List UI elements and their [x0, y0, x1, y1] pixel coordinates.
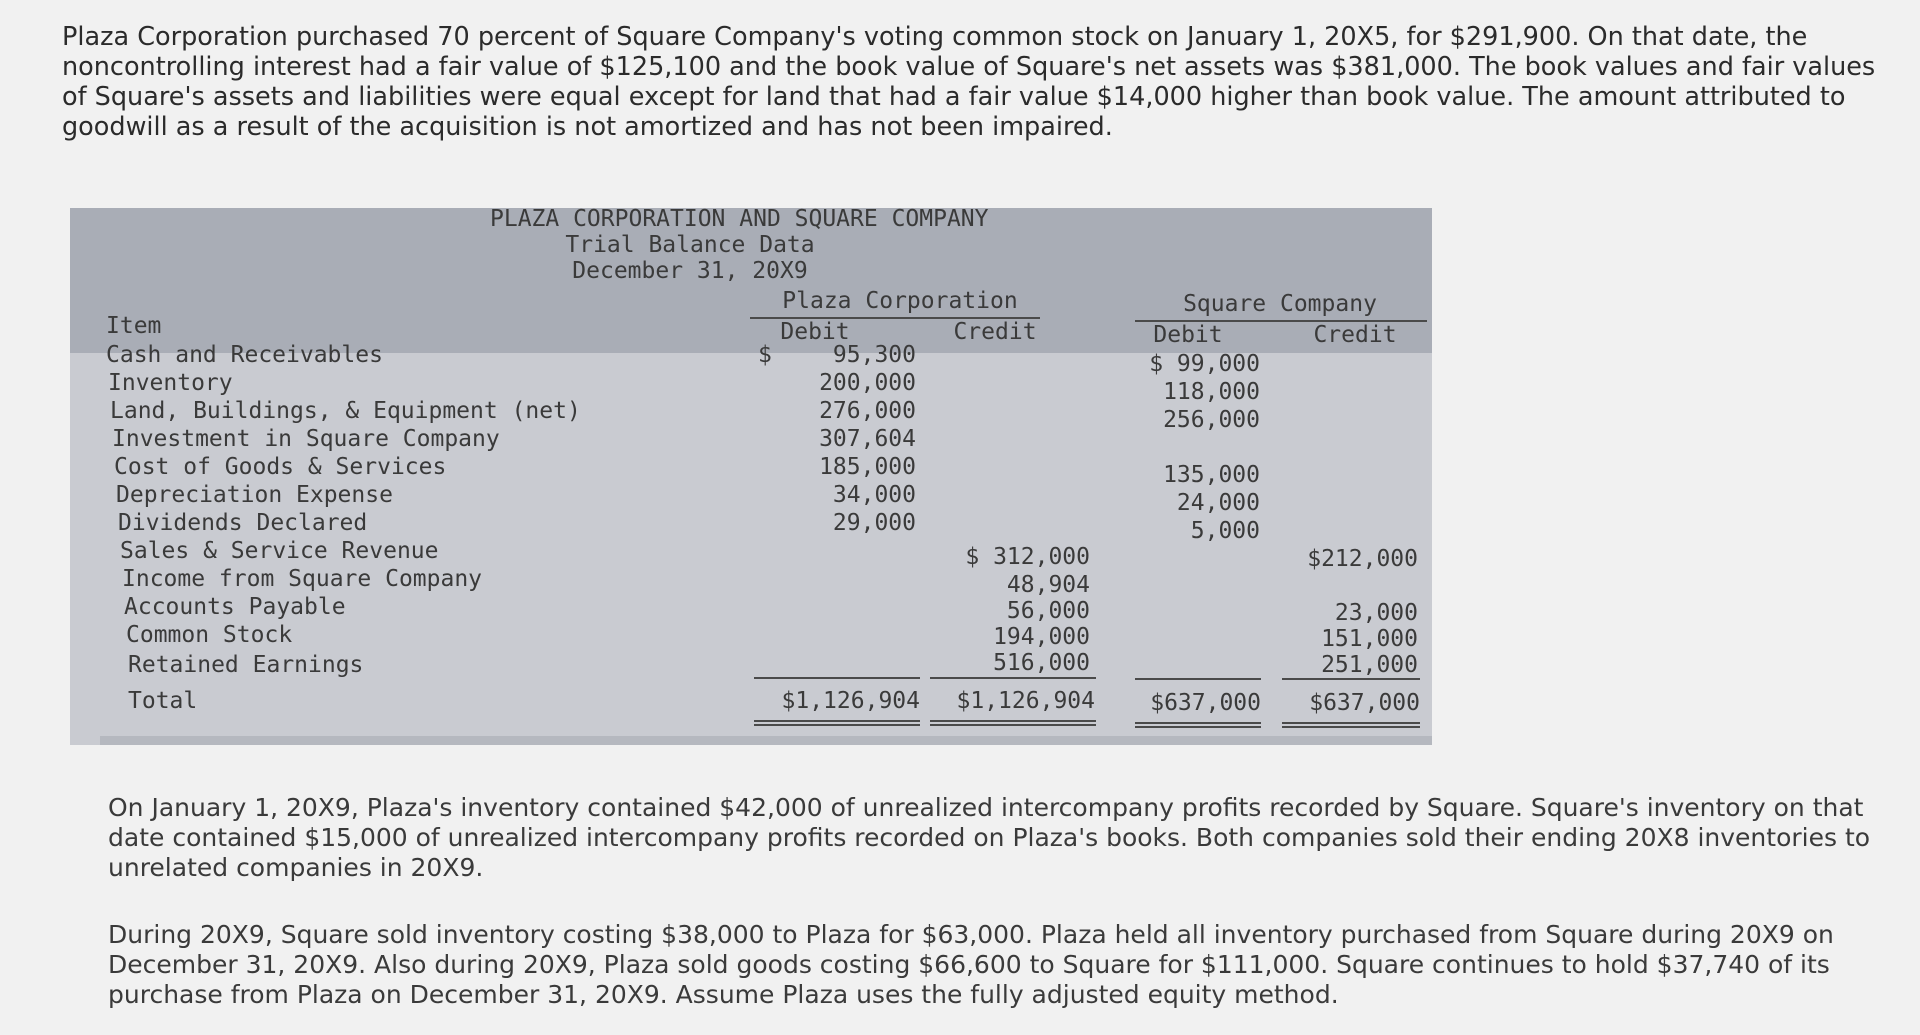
- table-date: December 31, 20X9: [572, 258, 808, 284]
- item-header: Item: [106, 313, 162, 339]
- plaza-credit-rule: [930, 677, 1096, 679]
- square-credit-header: Credit: [1313, 322, 1397, 348]
- row-item: Retained Earnings: [128, 652, 364, 678]
- row-item: Income from Square Company: [122, 566, 483, 592]
- plaza-debit-cell: 307,604: [819, 426, 916, 452]
- table-bottom-bar: [100, 736, 1432, 745]
- plaza-credit-cell: 516,000: [993, 650, 1090, 676]
- row-item: Land, Buildings, & Equipment (net): [110, 398, 581, 424]
- table-subtitle: Trial Balance Data: [565, 232, 815, 258]
- square-debit-cell: 135,000: [1163, 462, 1260, 488]
- row-item: Dividends Declared: [118, 510, 368, 536]
- row-item: Inventory: [108, 370, 233, 396]
- table-title: PLAZA CORPORATION AND SQUARE COMPANY: [490, 206, 989, 232]
- row-item: Cost of Goods & Services: [114, 454, 447, 480]
- plaza-debit-cell: 34,000: [832, 482, 916, 508]
- row-item: Investment in Square Company: [112, 426, 500, 452]
- plaza-credit-cell: $ 312,000: [965, 544, 1090, 570]
- square-debit-total: $637,000: [1150, 690, 1261, 716]
- plaza-credit-cell: 194,000: [993, 624, 1090, 650]
- total-label: Total: [128, 688, 198, 714]
- plaza-debit-cell: 95,300: [832, 342, 916, 368]
- square-header: Square Company: [1183, 291, 1377, 317]
- square-credit-cell: 251,000: [1321, 652, 1418, 678]
- square-credit-rule: [1282, 678, 1420, 680]
- plaza-credit-double-rule: [930, 720, 1096, 726]
- square-debit-rule: [1135, 678, 1261, 680]
- square-debit-cell: 118,000: [1163, 379, 1260, 405]
- plaza-credit-cell: 48,904: [1006, 572, 1090, 598]
- row-item: Depreciation Expense: [116, 482, 393, 508]
- row-item: Common Stock: [126, 622, 293, 648]
- row-item: Sales & Service Revenue: [120, 538, 439, 564]
- square-debit-cell: 256,000: [1163, 407, 1260, 433]
- row-item: Cash and Receivables: [106, 342, 383, 368]
- inventory-paragraph: On January 1, 20X9, Plaza's inventory contained $42,000 of unrealized intercompany profits recorded by Square. Square's inventory on that date contained $15,000 of unrealized intercompany profits recorded on Plaza's books. Both companies sold their ending 20X8 inventories to unrelated companies in 20X9.: [108, 793, 1871, 882]
- plaza-credit-cell: 56,000: [1006, 598, 1090, 624]
- plaza-debit-double-rule: [754, 720, 920, 726]
- square-credit-double-rule: [1282, 722, 1420, 728]
- plaza-debit-total: $1,126,904: [781, 688, 920, 714]
- plaza-credit-header: Credit: [953, 319, 1037, 345]
- plaza-header: Plaza Corporation: [782, 288, 1018, 314]
- dollar-sign: $: [758, 342, 772, 368]
- square-debit-double-rule: [1135, 722, 1261, 728]
- square-credit-cell: 23,000: [1334, 600, 1418, 626]
- plaza-credit-total: $1,126,904: [956, 688, 1095, 714]
- plaza-debit-cell: 276,000: [819, 398, 916, 424]
- row-item: Accounts Payable: [124, 594, 346, 620]
- square-credit-cell: $212,000: [1307, 546, 1418, 572]
- intro-paragraph: Plaza Corporation purchased 70 percent of Square Company's voting common stock on January 1, 20X5, for $291,900. On that date, the noncontrolling interest had a fair value of $125,100 and the book value of Square's net assets was $381,000. The book values and fair values of Square's assets and liabilities were equal except for land that had a fair value $14,000 higher than book value. The amount attributed to goodwill as a result of the acquisition is not amortized and has not been impaired.: [62, 22, 1876, 142]
- plaza-debit-header: Debit: [780, 319, 850, 345]
- intercompany-sales-paragraph: During 20X9, Square sold inventory costing $38,000 to Plaza for $63,000. Plaza held all inventory purchased from Square during 20X9 on December 31, 20X9. Also during 20X9, Plaza sold goods costing $66,600 to Square for $111,000. Square continues to hold $37,740 of its purchase from Plaza on December 31, 20X9. Assume Plaza uses the fully adjusted equity method.: [108, 920, 1834, 1009]
- square-credit-total: $637,000: [1309, 690, 1420, 716]
- square-debit-header: Debit: [1153, 322, 1223, 348]
- square-credit-cell: 151,000: [1321, 626, 1418, 652]
- square-debit-cell: 5,000: [1190, 518, 1260, 544]
- trial-balance-table: [70, 208, 1432, 745]
- square-debit-cell: 24,000: [1176, 490, 1260, 516]
- plaza-debit-rule: [754, 677, 920, 679]
- plaza-debit-cell: 29,000: [832, 510, 916, 536]
- plaza-debit-cell: 185,000: [819, 454, 916, 480]
- square-debit-cell: $ 99,000: [1149, 351, 1260, 377]
- plaza-debit-cell: 200,000: [819, 370, 916, 396]
